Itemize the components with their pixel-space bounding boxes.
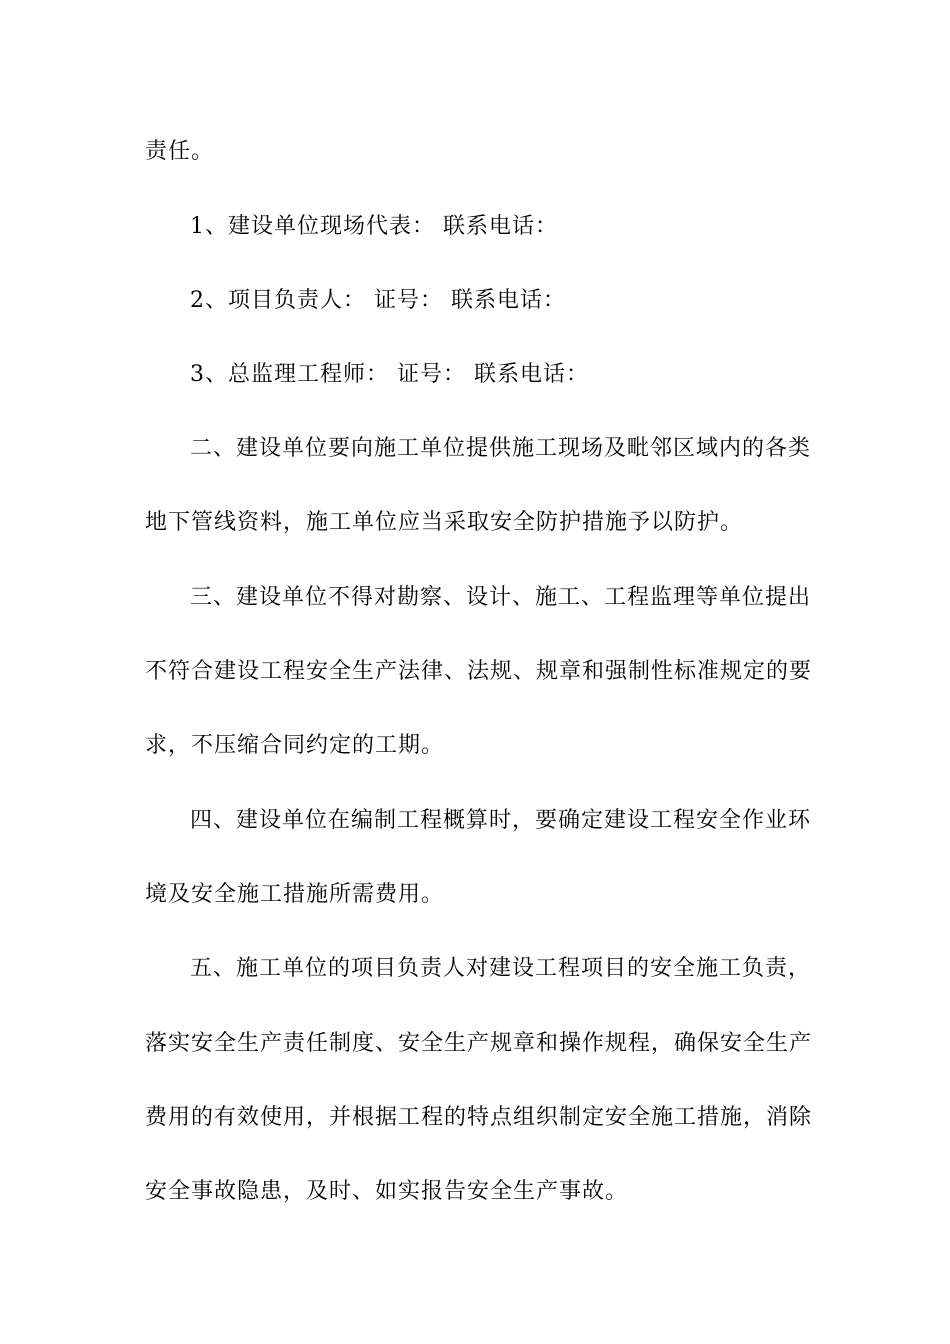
text-line: 安全事故隐患，及时、如实报告安全生产事故。 bbox=[145, 1179, 629, 1204]
text-line: 求，不压缩合同约定的工期。 bbox=[145, 733, 445, 758]
text-line: 四、建设单位在编制工程概算时，要确定建设工程安全作业环 bbox=[190, 808, 812, 833]
text-line: 二、建设单位要向施工单位提供施工现场及毗邻区域内的各类 bbox=[190, 436, 812, 461]
text-line: 五、施工单位的项目负责人对建设工程项目的安全施工负责， bbox=[190, 956, 812, 981]
text-line: 费用的有效使用，并根据工程的特点组织制定安全施工措施，消除 bbox=[145, 1105, 813, 1130]
text-line: 境及安全施工措施所需费用。 bbox=[145, 882, 445, 907]
text-line: 地下管线资料，施工单位应当采取安全防护措施予以防护。 bbox=[145, 510, 744, 535]
text-line: 2、项目负责人： 证号： 联系电话： bbox=[190, 288, 566, 313]
text-line: 3、总监理工程师： 证号： 联系电话： bbox=[190, 362, 589, 387]
text-line: 落实安全生产责任制度、安全生产规章和操作规程，确保安全生产 bbox=[145, 1031, 813, 1056]
text-line: 1、建设单位现场代表： 联系电话： bbox=[190, 214, 558, 239]
text-line: 责任。 bbox=[145, 139, 215, 164]
text-line: 不符合建设工程安全生产法律、法规、规章和强制性标准规定的要 bbox=[145, 659, 813, 684]
text-line: 三、建设单位不得对勘察、设计、施工、工程监理等单位提出 bbox=[190, 585, 812, 610]
